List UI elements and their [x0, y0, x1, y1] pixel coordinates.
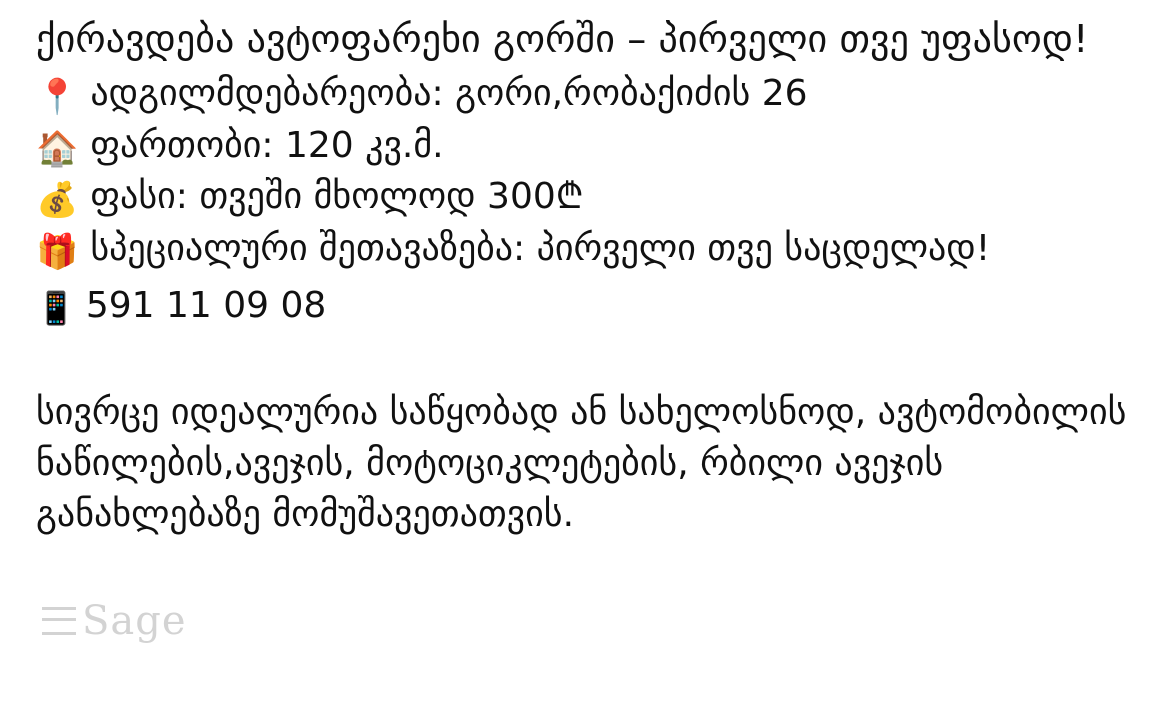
description-paragraph: სივრცე იდეალურია საწყობად ან სახელოსნოდ, ავტომობილის ნაწილების,ავეჯის, მოტოციკლეტების, რბილი ავეჯის განახლებაზე მომუშავეთათვის.: [36, 391, 1127, 536]
list-item-label: ფართობი: 120 კვ.მ.: [90, 124, 444, 166]
location-pin-icon: 📍: [36, 76, 79, 117]
money-bag-icon: 💰: [36, 180, 79, 221]
list-item-label: ადგილმდებარეობა: გორი,რობაქიძის 26: [90, 72, 808, 114]
list-item: [36, 171, 1146, 223]
phone-number[interactable]: 591 11 09 08: [85, 284, 327, 326]
list-item-label: ფასი: თვეში მხოლოდ 300₾: [90, 176, 584, 218]
page-title: ქირავდება ავტოფარეხი გორში – პირველი თვე უფასოდ!: [36, 17, 1089, 61]
details-list: [36, 68, 1146, 333]
list-item: [36, 120, 1146, 172]
list-item-label: სპეციალური შეთავაზება: პირველი თვე საცდელად!: [90, 228, 991, 270]
watermark-label: Sage: [82, 598, 187, 644]
gift-icon: 🎁: [36, 232, 79, 273]
house-icon: 🏠: [36, 128, 79, 169]
mobile-phone-icon: 📱: [36, 288, 76, 327]
phone-number-row[interactable]: [36, 279, 1146, 333]
watermark-mark-icon: [42, 607, 76, 635]
spacer: [36, 333, 1146, 387]
list-item: [36, 68, 1146, 120]
list-item: [36, 223, 1146, 275]
watermark: [42, 598, 187, 644]
